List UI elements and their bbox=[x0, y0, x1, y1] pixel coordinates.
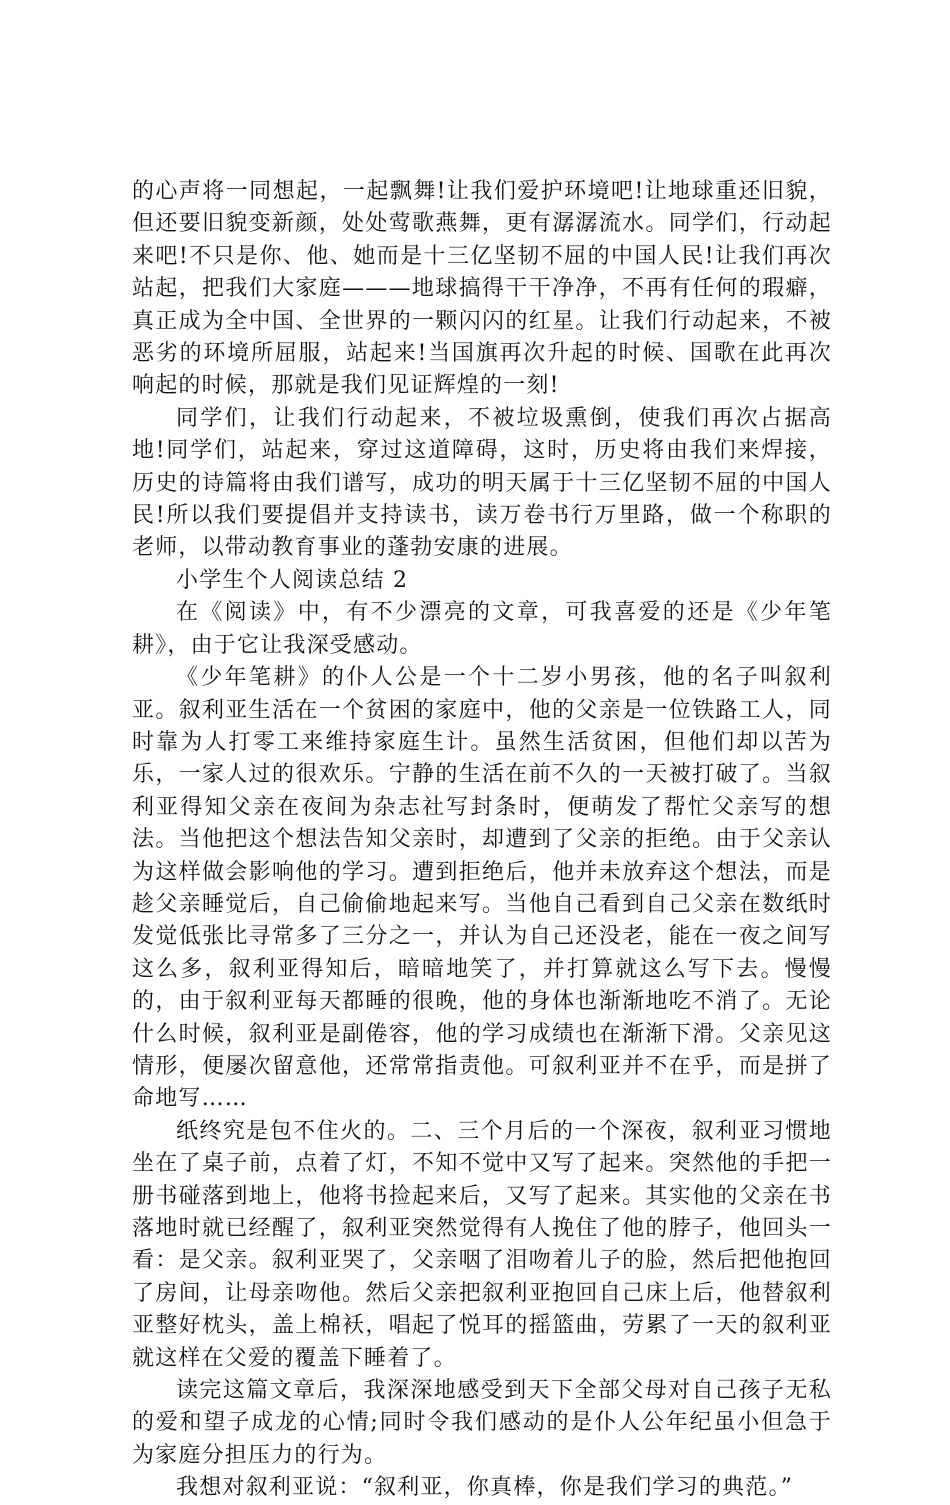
paragraph-5: 纸终究是包不住火的。二、三个月后的一个深夜，叙利亚习惯地坐在了桌子前，点着了灯，不知不觉中又写了起来。突然他的手把一册书碰落到地上，他将书捡起来后，又写了起来。其实他的父亲在书落地时就已经醒了，叙利亚突然觉得有人挽住了他的脖子，他回头一看：是父亲。叙利亚哭了，父亲咽了泪吻着儿子的脸，然后把他抱回了房间，让母亲吻他。然后父亲把叙利亚抱回自己床上后，他替叙利亚整好枕头，盖上棉袄，唱起了悦耳的摇篮曲，劳累了一天的叙利亚就这样在父爱的覆盖下睡着了。 bbox=[132, 1118, 832, 1371]
paragraph-7: 我想对叙利亚说：“叙利亚，你真棒，你是我们学习的典范。” bbox=[176, 1475, 794, 1501]
paragraph-3: 在《阅读》中，有不少漂亮的文章，可我喜爱的还是《少年笔耕》，由于它让我深受感动。 bbox=[132, 600, 832, 658]
paragraph-6: 读完这篇文章后，我深深地感受到天下全部父母对自己孩子无私的爱和望子成龙的心情;同时令我们感动的是仆人公年纪虽小但急于为家庭分担压力的行为。 bbox=[132, 1378, 832, 1468]
section-heading: 小学生个人阅读总结 2 bbox=[176, 567, 409, 593]
paragraph-2: 同学们，让我们行动起来，不被垃圾熏倒，使我们再次占据高地!同学们，站起来，穿过这道障碍，这时，历史将由我们来焊接，历史的诗篇将由我们谱写，成功的明天属于十三亿坚韧不屈的中国人民!所以我们要提倡并支持读书，读万卷书行万里路，做一个称职的老师，以带动教育事业的蓬勃安康的进展。 bbox=[132, 405, 832, 561]
paragraph-4: 《少年笔耕》的仆人公是一个十二岁小男孩，他的名子叫叙利亚。叙利亚生活在一个贫困的家庭中，他的父亲是一位铁路工人，同时靠为人打零工来维持家庭生计。虽然生活贫困，但他们却以苦为乐，一家人过的很欢乐。宁静的生活在前不久的一天被打破了。当叙利亚得知父亲在夜间为杂志社写封条时，便萌发了帮忙父亲写的想法。当他把这个想法告知父亲时，却遭到了父亲的拒绝。由于父亲认为这样做会影响他的学习。遭到拒绝后，他并未放弃这个想法，而是趁父亲睡觉后，自己偷偷地起来写。当他自己看到自己父亲在数纸时发觉低张比寻常多了三分之一，并认为自己还没老，能在一夜之间写这么多，叙利亚得知后，暗暗地笑了，并打算就这么写下去。慢慢的，由于叙利亚每天都睡的很晚，他的身体也渐渐地吃不消了。无论什么时候，叙利亚是副倦容，他的学习成绩也在渐渐下滑。父亲见这情形，便屡次留意他，还常常指责他。可叙利亚并不在乎，而是拼了命地写…… bbox=[132, 665, 832, 1112]
document-page bbox=[132, 176, 832, 1505]
paragraph-1: 的心声将一同想起，一起飘舞!让我们爱护环境吧!让地球重还旧貌，但还要旧貌变新颜，处处莺歌燕舞，更有潺潺流水。同学们，行动起来吧!不只是你、他、她而是十三亿坚韧不屈的中国人民!让我们再次站起，把我们大家庭———地球搞得干干净净，不再有任何的瑕癖，真正成为全中国、全世界的一颗闪闪的红星。让我们行动起来，不被恶劣的环境所屈服，站起来!当国旗再次升起的时候、国歌在此再次响起的时候，那就是我们见证辉煌的一刻! bbox=[132, 179, 832, 399]
